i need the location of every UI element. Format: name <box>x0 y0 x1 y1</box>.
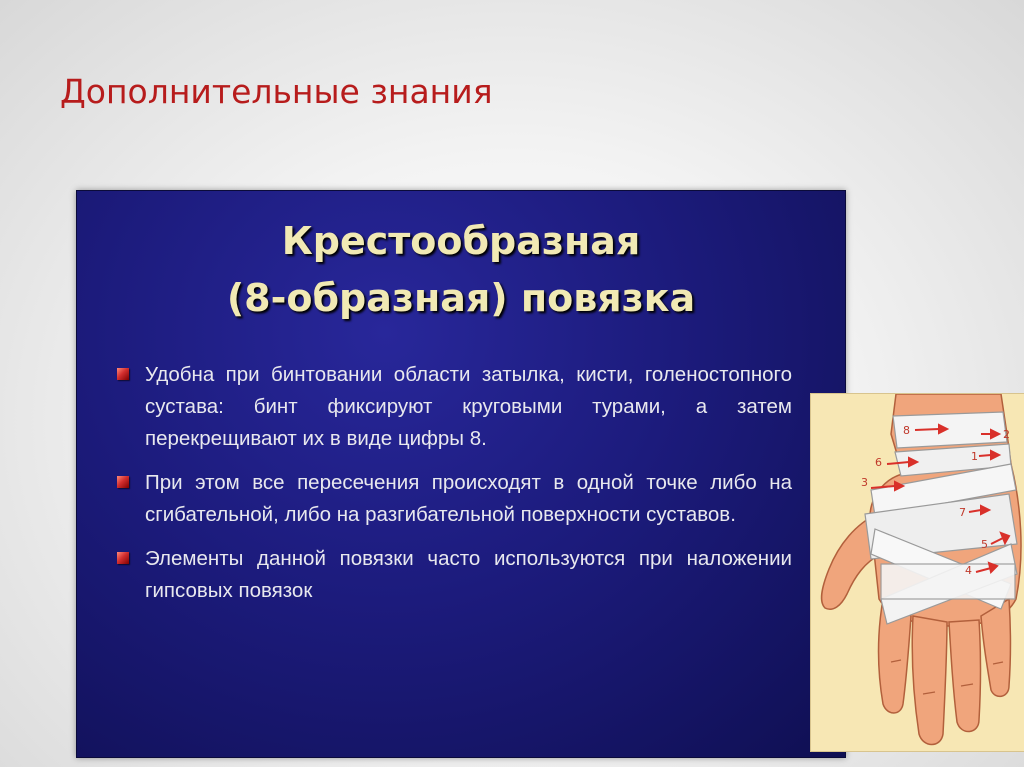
tour-number: 4 <box>965 564 972 577</box>
bandaged-hand-drawing <box>811 394 1024 751</box>
panel-heading <box>77 213 845 327</box>
tour-number: 2 <box>1003 428 1010 441</box>
content-panel <box>76 190 846 758</box>
square-bullet-icon <box>117 476 129 488</box>
tour-number: 7 <box>959 506 966 519</box>
bullet-text: Удобна при бинтовании области затылка, кисти, голеностопного сустава: бинт фиксируют круговыми турами, а затем перекрещивают их в виде цифры 8. <box>145 363 792 450</box>
bullet-text: При этом все пересечения происходят в одной точке либо на сгибательной, либо на разгибательной поверхности суставов. <box>145 471 792 526</box>
bullet-item <box>117 543 792 607</box>
square-bullet-icon <box>117 368 129 380</box>
bandage-illustration <box>810 393 1024 752</box>
bullet-text: Элементы данной повязки часто используются при наложении гипсовых повязок <box>145 547 792 602</box>
tour-number: 6 <box>875 456 882 469</box>
slide-title: Дополнительные знания <box>60 72 493 111</box>
bullet-list <box>117 359 792 619</box>
panel-heading-line-2: (8-образная) повязка <box>226 276 696 320</box>
tour-number: 1 <box>971 450 978 463</box>
tour-number: 3 <box>861 476 868 489</box>
square-bullet-icon <box>117 552 129 564</box>
panel-heading-line-1: Крестообразная <box>281 219 641 263</box>
tour-number: 8 <box>903 424 910 437</box>
tour-number: 5 <box>981 538 988 551</box>
bullet-item <box>117 359 792 455</box>
bullet-item <box>117 467 792 531</box>
